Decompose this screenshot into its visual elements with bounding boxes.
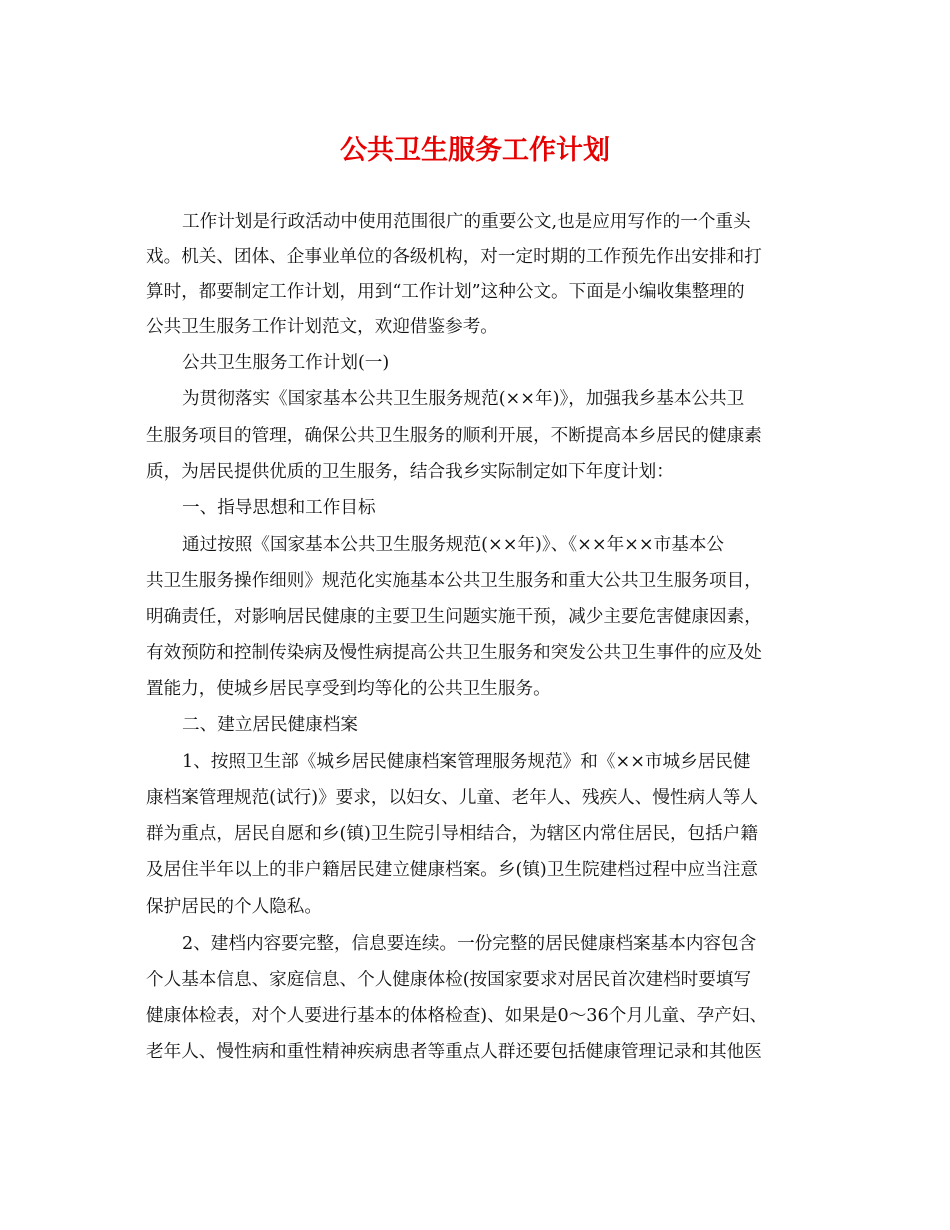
paragraph-line: 有效预防和控制传染病及慢性病提高公共卫生服务和突发公共卫生事件的应及处: [146, 643, 762, 663]
paragraph-line: 置能力，使城乡居民享受到均等化的公共卫生服务。: [146, 679, 551, 699]
paragraph-line: 1、按照卫生部《城乡居民健康档案管理服务规范》和《××市城乡居民健: [182, 752, 751, 772]
paragraph-line: 通过按照《国家基本公共卫生服务规范(××年)》、《××年××市基本公: [182, 535, 725, 555]
paragraph-line: 算时，都要制定工作计划，用到“工作计划”这种公文。下面是小编收集整理的: [146, 282, 745, 302]
section-heading: 公共卫生服务工作计划(一): [182, 353, 390, 373]
paragraph-line: 公共卫生服务工作计划范文，欢迎借鉴参考。: [146, 317, 498, 337]
section-heading: 二、建立居民健康档案: [182, 715, 358, 735]
document-title: 公共卫生服务工作计划: [340, 135, 610, 166]
paragraph-line: 康档案管理规范(试行)》要求，以妇女、儿童、老年人、残疾人、慢性病人等人: [146, 788, 758, 808]
paragraph-line: 质，为居民提供优质的卫生服务，结合我乡实际制定如下年度计划：: [146, 462, 674, 482]
paragraph-line: 保护居民的个人隐私。: [146, 897, 322, 917]
paragraph-line: 2、建档内容要完整，信息要连续。一份完整的居民健康档案基本内容包含: [182, 934, 757, 954]
paragraph-line: 健康体检表，对个人要进行基本的体格检查)、如果是0～36个月儿童、孕产妇、: [146, 1006, 768, 1026]
paragraph-line: 及居住半年以上的非户籍居民建立健康档案。乡(镇)卫生院建档过程中应当注意: [146, 860, 758, 880]
paragraph-line: 老年人、慢性病和重性精神疾病患者等重点人群还要包括健康管理记录和其他医: [146, 1042, 762, 1062]
paragraph-line: 工作计划是行政活动中使用范围很广的重要公文,也是应用写作的一个重头: [182, 212, 751, 232]
paragraph-line: 群为重点，居民自愿和乡(镇)卫生院引导相结合，为辖区内常住居民，包括户籍: [146, 824, 758, 844]
paragraph-line: 为贯彻落实《国家基本公共卫生服务规范(××年)》，加强我乡基本公共卫: [182, 389, 745, 409]
paragraph-line: 生服务项目的管理，确保公共卫生服务的顺利开展，不断提高本乡居民的健康素: [146, 426, 762, 446]
paragraph-line: 明确责任，对影响居民健康的主要卫生问题实施干预，减少主要危害健康因素，: [146, 607, 762, 627]
paragraph-line: 个人基本信息、家庭信息、个人健康体检(按国家要求对居民首次建档时要填写: [146, 970, 752, 990]
paragraph-line: 戏。机关、团体、企事业单位的各级机构，对一定时期的工作预先作出安排和打: [146, 247, 762, 267]
paragraph-line: 共卫生服务操作细则》规范化实施基本公共卫生服务和重大公共卫生服务项目，: [146, 571, 762, 591]
section-heading: 一、指导思想和工作目标: [182, 498, 376, 518]
